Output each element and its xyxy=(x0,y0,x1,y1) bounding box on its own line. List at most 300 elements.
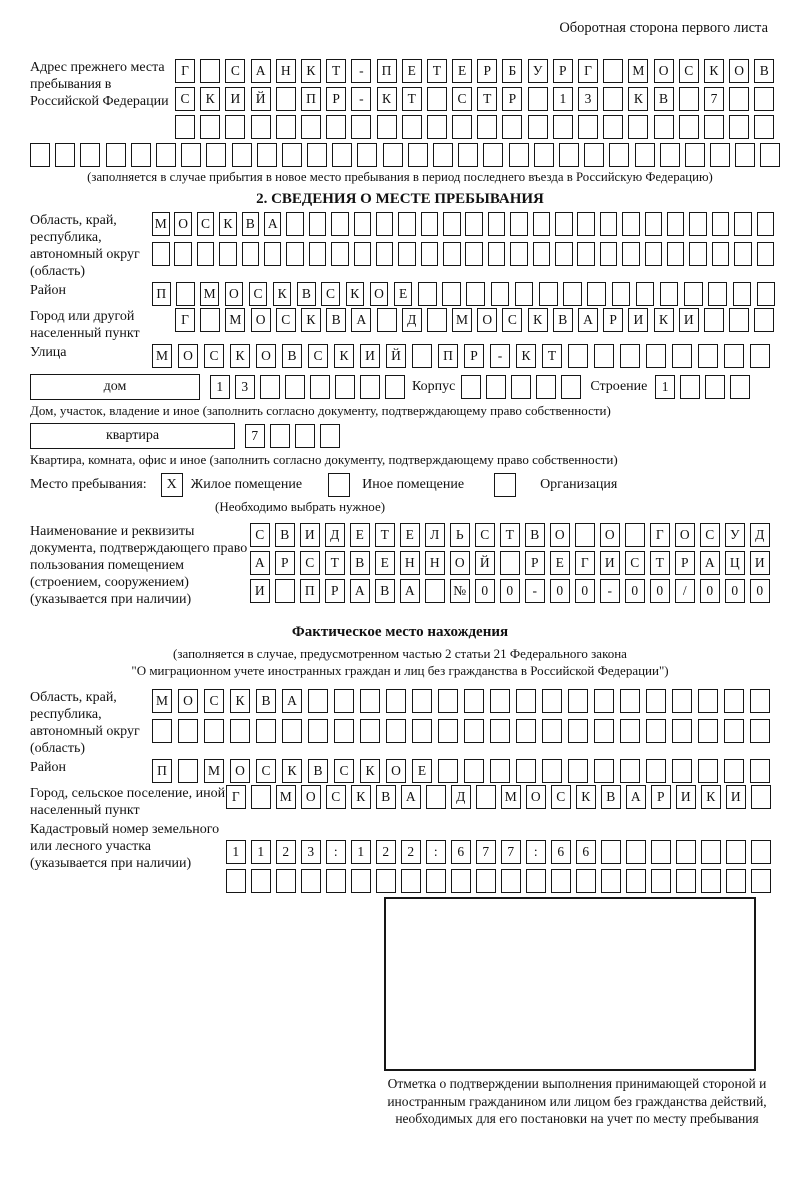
char-cell: - xyxy=(600,579,620,603)
char-cell xyxy=(701,869,721,893)
char-cell xyxy=(526,869,546,893)
char-cell xyxy=(626,840,646,864)
char-cell: В xyxy=(275,523,295,547)
char-cell: Й xyxy=(475,551,495,575)
char-cell xyxy=(377,308,397,332)
char-cell xyxy=(698,344,718,368)
char-cell xyxy=(559,143,579,167)
char-cell xyxy=(488,242,506,266)
char-cell: К xyxy=(301,59,321,83)
char-cell xyxy=(285,375,305,399)
region-label: Область, край, республика, автономный округ (область) xyxy=(30,213,140,279)
char-cell: 1 xyxy=(553,87,573,111)
char-cell: С xyxy=(321,282,340,306)
char-cell: С xyxy=(625,551,645,575)
char-cell xyxy=(704,115,724,139)
char-cell xyxy=(757,282,776,306)
house-caption: Дом, участок, владение и иное (заполнить согласно документу, подтверждающему право собственности) xyxy=(30,403,611,418)
char-cell: Й xyxy=(386,344,406,368)
korpus-label: Корпус xyxy=(412,379,456,394)
char-cell xyxy=(620,689,640,713)
char-cell: М xyxy=(152,344,172,368)
char-cell xyxy=(502,115,522,139)
char-cell: П xyxy=(377,59,397,83)
char-cell: О xyxy=(654,59,674,83)
char-cell: 0 xyxy=(625,579,645,603)
char-cell xyxy=(625,523,645,547)
char-cell: М xyxy=(628,59,648,83)
char-cell xyxy=(676,840,696,864)
char-cell: К xyxy=(273,282,292,306)
char-cell xyxy=(724,759,744,783)
char-cell xyxy=(438,719,458,743)
char-cell xyxy=(426,785,446,809)
char-cell: К xyxy=(576,785,596,809)
char-cell xyxy=(672,344,692,368)
char-cell: О xyxy=(729,59,749,83)
char-cell xyxy=(464,689,484,713)
char-cell xyxy=(309,212,327,236)
char-cell xyxy=(80,143,100,167)
char-cell xyxy=(427,115,447,139)
char-cell: 6 xyxy=(551,840,571,864)
char-cell: И xyxy=(726,785,746,809)
stay-type-option-other: Иное помещение xyxy=(362,477,465,492)
char-cell xyxy=(377,115,397,139)
char-cell xyxy=(750,759,770,783)
char-cell: В xyxy=(553,308,573,332)
char-cell xyxy=(701,840,721,864)
char-cell xyxy=(308,719,328,743)
char-cell xyxy=(704,308,724,332)
char-cell: П xyxy=(152,759,172,783)
char-cell xyxy=(750,719,770,743)
char-cell xyxy=(584,143,604,167)
stay-type-checkbox-organization xyxy=(494,473,516,497)
char-cell: Е xyxy=(452,59,472,83)
char-cell: М xyxy=(200,282,219,306)
char-cell xyxy=(251,115,271,139)
char-cell: О xyxy=(477,308,497,332)
char-cell xyxy=(751,840,771,864)
char-cell xyxy=(282,719,302,743)
char-cell xyxy=(601,869,621,893)
prev-address-grid-row-3 xyxy=(175,115,780,139)
char-cell: П xyxy=(300,579,320,603)
char-cell: Р xyxy=(275,551,295,575)
actual-city-label: Город, сельское поселение, иной населенный пункт xyxy=(30,786,226,818)
char-cell xyxy=(555,242,573,266)
char-cell: Р xyxy=(603,308,623,332)
char-cell: М xyxy=(452,308,472,332)
char-cell xyxy=(612,282,631,306)
stay-type-checkbox-other xyxy=(328,473,350,497)
stamp-caption: Отметка о подтверждении выполнения принимающей стороной и иностранным гражданином или лицом без гражданства действий, необходимых для его постановки на учет по месту пребывания xyxy=(387,1076,767,1126)
street-block xyxy=(30,344,800,368)
char-cell: Т xyxy=(477,87,497,111)
char-cell xyxy=(733,282,752,306)
district-block xyxy=(30,282,800,306)
char-cell xyxy=(286,212,304,236)
char-cell: Е xyxy=(350,523,370,547)
char-cell xyxy=(730,375,750,399)
apartment-grid xyxy=(245,424,345,448)
char-cell: А xyxy=(401,785,421,809)
char-cell xyxy=(760,143,780,167)
char-cell: Д xyxy=(750,523,770,547)
char-cell: К xyxy=(701,785,721,809)
char-cell xyxy=(490,759,510,783)
char-cell: С xyxy=(256,759,276,783)
char-cell xyxy=(689,212,707,236)
char-cell xyxy=(200,115,220,139)
char-cell: А xyxy=(251,59,271,83)
char-cell: И xyxy=(225,87,245,111)
char-cell: Т xyxy=(326,59,346,83)
char-cell: С xyxy=(249,282,268,306)
char-cell: О xyxy=(386,759,406,783)
char-cell: К xyxy=(654,308,674,332)
region-block xyxy=(30,212,800,280)
char-cell: О xyxy=(225,282,244,306)
char-cell: Г xyxy=(650,523,670,547)
char-cell xyxy=(646,759,666,783)
char-cell: 7 xyxy=(501,840,521,864)
char-cell xyxy=(501,869,521,893)
char-cell xyxy=(275,579,295,603)
char-cell: В xyxy=(525,523,545,547)
char-cell: К xyxy=(346,282,365,306)
char-cell xyxy=(726,840,746,864)
char-cell xyxy=(282,143,302,167)
actual-district-label: Район xyxy=(30,760,66,775)
char-cell xyxy=(476,785,496,809)
char-cell xyxy=(402,115,422,139)
char-cell xyxy=(594,344,614,368)
char-cell xyxy=(712,242,730,266)
char-cell: О xyxy=(600,523,620,547)
char-cell: : xyxy=(526,840,546,864)
char-cell xyxy=(326,869,346,893)
char-cell xyxy=(376,869,396,893)
char-cell xyxy=(438,689,458,713)
prev-address-grid-row-1 xyxy=(175,59,780,83)
char-cell: С xyxy=(308,344,328,368)
char-cell: С xyxy=(502,308,522,332)
char-cell xyxy=(458,143,478,167)
char-cell xyxy=(712,212,730,236)
char-cell: Н xyxy=(425,551,445,575)
char-cell xyxy=(230,719,250,743)
char-cell xyxy=(628,115,648,139)
char-cell xyxy=(55,143,75,167)
char-cell xyxy=(698,719,718,743)
char-cell: Е xyxy=(400,523,420,547)
char-cell: С xyxy=(197,212,215,236)
cadastral-grid-row-1 xyxy=(226,840,776,864)
char-cell xyxy=(200,59,220,83)
char-cell: 3 xyxy=(578,87,598,111)
char-cell xyxy=(174,242,192,266)
char-cell: С xyxy=(204,344,224,368)
char-cell: Т xyxy=(427,59,447,83)
char-cell xyxy=(734,242,752,266)
cadastral-block xyxy=(30,821,800,893)
char-cell xyxy=(386,689,406,713)
char-cell xyxy=(660,143,680,167)
char-cell xyxy=(685,143,705,167)
stroenie-label: Строение xyxy=(590,379,648,394)
char-cell xyxy=(568,719,588,743)
char-cell: О xyxy=(230,759,250,783)
char-cell xyxy=(418,282,437,306)
char-cell: К xyxy=(704,59,724,83)
city-grid-row xyxy=(175,308,780,332)
char-cell: С xyxy=(452,87,472,111)
char-cell: 0 xyxy=(725,579,745,603)
char-cell: № xyxy=(450,579,470,603)
char-cell: К xyxy=(628,87,648,111)
char-cell: У xyxy=(528,59,548,83)
char-cell xyxy=(443,242,461,266)
char-cell xyxy=(360,719,380,743)
char-cell: В xyxy=(375,579,395,603)
char-cell: 3 xyxy=(235,375,255,399)
char-cell xyxy=(486,375,506,399)
street-grid-row xyxy=(152,344,776,368)
char-cell: 2 xyxy=(276,840,296,864)
actual-district-block xyxy=(30,759,800,783)
stay-type-note: (Необходимо выбрать нужное) xyxy=(215,499,386,514)
char-cell: Н xyxy=(400,551,420,575)
char-cell: В xyxy=(297,282,316,306)
char-cell xyxy=(620,719,640,743)
char-cell xyxy=(750,344,770,368)
char-cell: 1 xyxy=(351,840,371,864)
char-cell xyxy=(251,785,271,809)
char-cell xyxy=(516,759,536,783)
actual-region-label: Область, край, республика, автономный округ (область) xyxy=(30,690,140,756)
char-cell: : xyxy=(326,840,346,864)
char-cell: А xyxy=(250,551,270,575)
char-cell: 2 xyxy=(376,840,396,864)
char-cell: 6 xyxy=(451,840,471,864)
char-cell: - xyxy=(490,344,510,368)
char-cell xyxy=(178,719,198,743)
char-cell xyxy=(609,143,629,167)
char-cell: К xyxy=(200,87,220,111)
char-cell: Д xyxy=(402,308,422,332)
char-cell xyxy=(476,869,496,893)
char-cell xyxy=(542,719,562,743)
char-cell xyxy=(724,719,744,743)
char-cell xyxy=(308,689,328,713)
char-cell xyxy=(276,87,296,111)
city-label: Город или другой населенный пункт xyxy=(30,309,140,341)
char-cell xyxy=(594,689,614,713)
char-cell xyxy=(672,719,692,743)
char-cell xyxy=(500,551,520,575)
char-cell: О xyxy=(251,308,271,332)
char-cell xyxy=(622,242,640,266)
char-cell xyxy=(651,869,671,893)
char-cell: Р xyxy=(464,344,484,368)
char-cell: В xyxy=(326,308,346,332)
char-cell xyxy=(620,759,640,783)
stay-type-option-organization: Организация xyxy=(540,477,618,492)
char-cell xyxy=(751,869,771,893)
char-cell xyxy=(176,282,195,306)
char-cell xyxy=(491,282,510,306)
char-cell xyxy=(426,869,446,893)
section2-title: 2. СВЕДЕНИЯ О МЕСТЕ ПРЕБЫВАНИЯ xyxy=(256,191,544,207)
char-cell xyxy=(427,87,447,111)
char-cell xyxy=(178,759,198,783)
char-cell: Т xyxy=(500,523,520,547)
char-cell xyxy=(175,115,195,139)
char-cell: М xyxy=(152,689,172,713)
char-cell: 0 xyxy=(750,579,770,603)
char-cell: - xyxy=(525,579,545,603)
char-cell xyxy=(331,242,349,266)
house-row xyxy=(30,374,800,400)
actual-region-block xyxy=(30,689,800,757)
char-cell: Р xyxy=(525,551,545,575)
char-cell: Г xyxy=(578,59,598,83)
char-cell: Е xyxy=(550,551,570,575)
char-cell: А xyxy=(400,579,420,603)
doc-grid-row-1 xyxy=(250,523,775,547)
char-cell xyxy=(301,115,321,139)
char-cell: К xyxy=(334,344,354,368)
char-cell: Р xyxy=(553,59,573,83)
char-cell xyxy=(425,579,445,603)
char-cell xyxy=(206,143,226,167)
char-cell xyxy=(270,424,290,448)
char-cell: Т xyxy=(402,87,422,111)
char-cell xyxy=(452,115,472,139)
char-cell xyxy=(421,242,439,266)
region-grid-row-2 xyxy=(152,242,779,266)
doc-block xyxy=(30,523,800,608)
char-cell xyxy=(750,689,770,713)
char-cell: 0 xyxy=(700,579,720,603)
prev-address-block xyxy=(30,59,800,139)
char-cell xyxy=(575,523,595,547)
char-cell: 0 xyxy=(475,579,495,603)
char-cell xyxy=(260,375,280,399)
char-cell: Р xyxy=(326,87,346,111)
char-cell xyxy=(226,869,246,893)
char-cell xyxy=(626,869,646,893)
char-cell: С xyxy=(551,785,571,809)
char-cell: И xyxy=(360,344,380,368)
char-cell xyxy=(477,115,497,139)
char-cell xyxy=(219,242,237,266)
char-cell xyxy=(256,719,276,743)
char-cell: А xyxy=(350,579,370,603)
char-cell xyxy=(131,143,151,167)
char-cell xyxy=(754,308,774,332)
stay-type-checkbox-residential: X xyxy=(161,473,183,497)
char-cell xyxy=(351,115,371,139)
house-grid xyxy=(210,375,410,399)
char-cell: Е xyxy=(394,282,413,306)
char-cell xyxy=(534,143,554,167)
char-cell: О xyxy=(550,523,570,547)
char-cell: О xyxy=(450,551,470,575)
char-cell: К xyxy=(282,759,302,783)
char-cell: С xyxy=(326,785,346,809)
char-cell: Г xyxy=(575,551,595,575)
char-cell: О xyxy=(301,785,321,809)
char-cell xyxy=(30,143,50,167)
char-cell xyxy=(408,143,428,167)
char-cell xyxy=(603,87,623,111)
char-cell xyxy=(398,242,416,266)
char-cell: В xyxy=(376,785,396,809)
char-cell xyxy=(667,242,685,266)
char-cell: Г xyxy=(175,308,195,332)
char-cell xyxy=(684,282,703,306)
actual-city-grid-row xyxy=(226,785,776,809)
char-cell xyxy=(461,375,481,399)
char-cell xyxy=(401,869,421,893)
char-cell xyxy=(276,115,296,139)
char-cell xyxy=(106,143,126,167)
stamp-area xyxy=(384,897,770,1128)
char-cell xyxy=(561,375,581,399)
char-cell xyxy=(757,242,775,266)
char-cell xyxy=(620,344,640,368)
char-cell: П xyxy=(301,87,321,111)
char-cell xyxy=(412,719,432,743)
char-cell xyxy=(533,212,551,236)
prev-address-grid-row-4 xyxy=(30,143,800,167)
char-cell xyxy=(433,143,453,167)
char-cell xyxy=(398,212,416,236)
char-cell: К xyxy=(230,689,250,713)
char-cell: О xyxy=(526,785,546,809)
char-cell: Т xyxy=(325,551,345,575)
char-cell: Е xyxy=(412,759,432,783)
char-cell: А xyxy=(626,785,646,809)
char-cell xyxy=(568,759,588,783)
char-cell xyxy=(587,282,606,306)
char-cell xyxy=(646,719,666,743)
char-cell xyxy=(645,242,663,266)
char-cell xyxy=(488,212,506,236)
char-cell xyxy=(354,212,372,236)
actual-city-block xyxy=(30,785,800,819)
char-cell xyxy=(600,242,618,266)
char-cell xyxy=(509,143,529,167)
char-cell xyxy=(465,212,483,236)
char-cell xyxy=(464,759,484,783)
char-cell: 3 xyxy=(301,840,321,864)
actual-location-title: Фактическое место нахождения xyxy=(291,624,509,640)
district-label: Район xyxy=(30,283,66,298)
char-cell xyxy=(724,344,744,368)
char-cell xyxy=(757,212,775,236)
char-cell xyxy=(483,143,503,167)
char-cell xyxy=(708,282,727,306)
char-cell xyxy=(357,143,377,167)
char-cell xyxy=(551,869,571,893)
char-cell: В xyxy=(256,689,276,713)
char-cell: С xyxy=(334,759,354,783)
char-cell: О xyxy=(675,523,695,547)
